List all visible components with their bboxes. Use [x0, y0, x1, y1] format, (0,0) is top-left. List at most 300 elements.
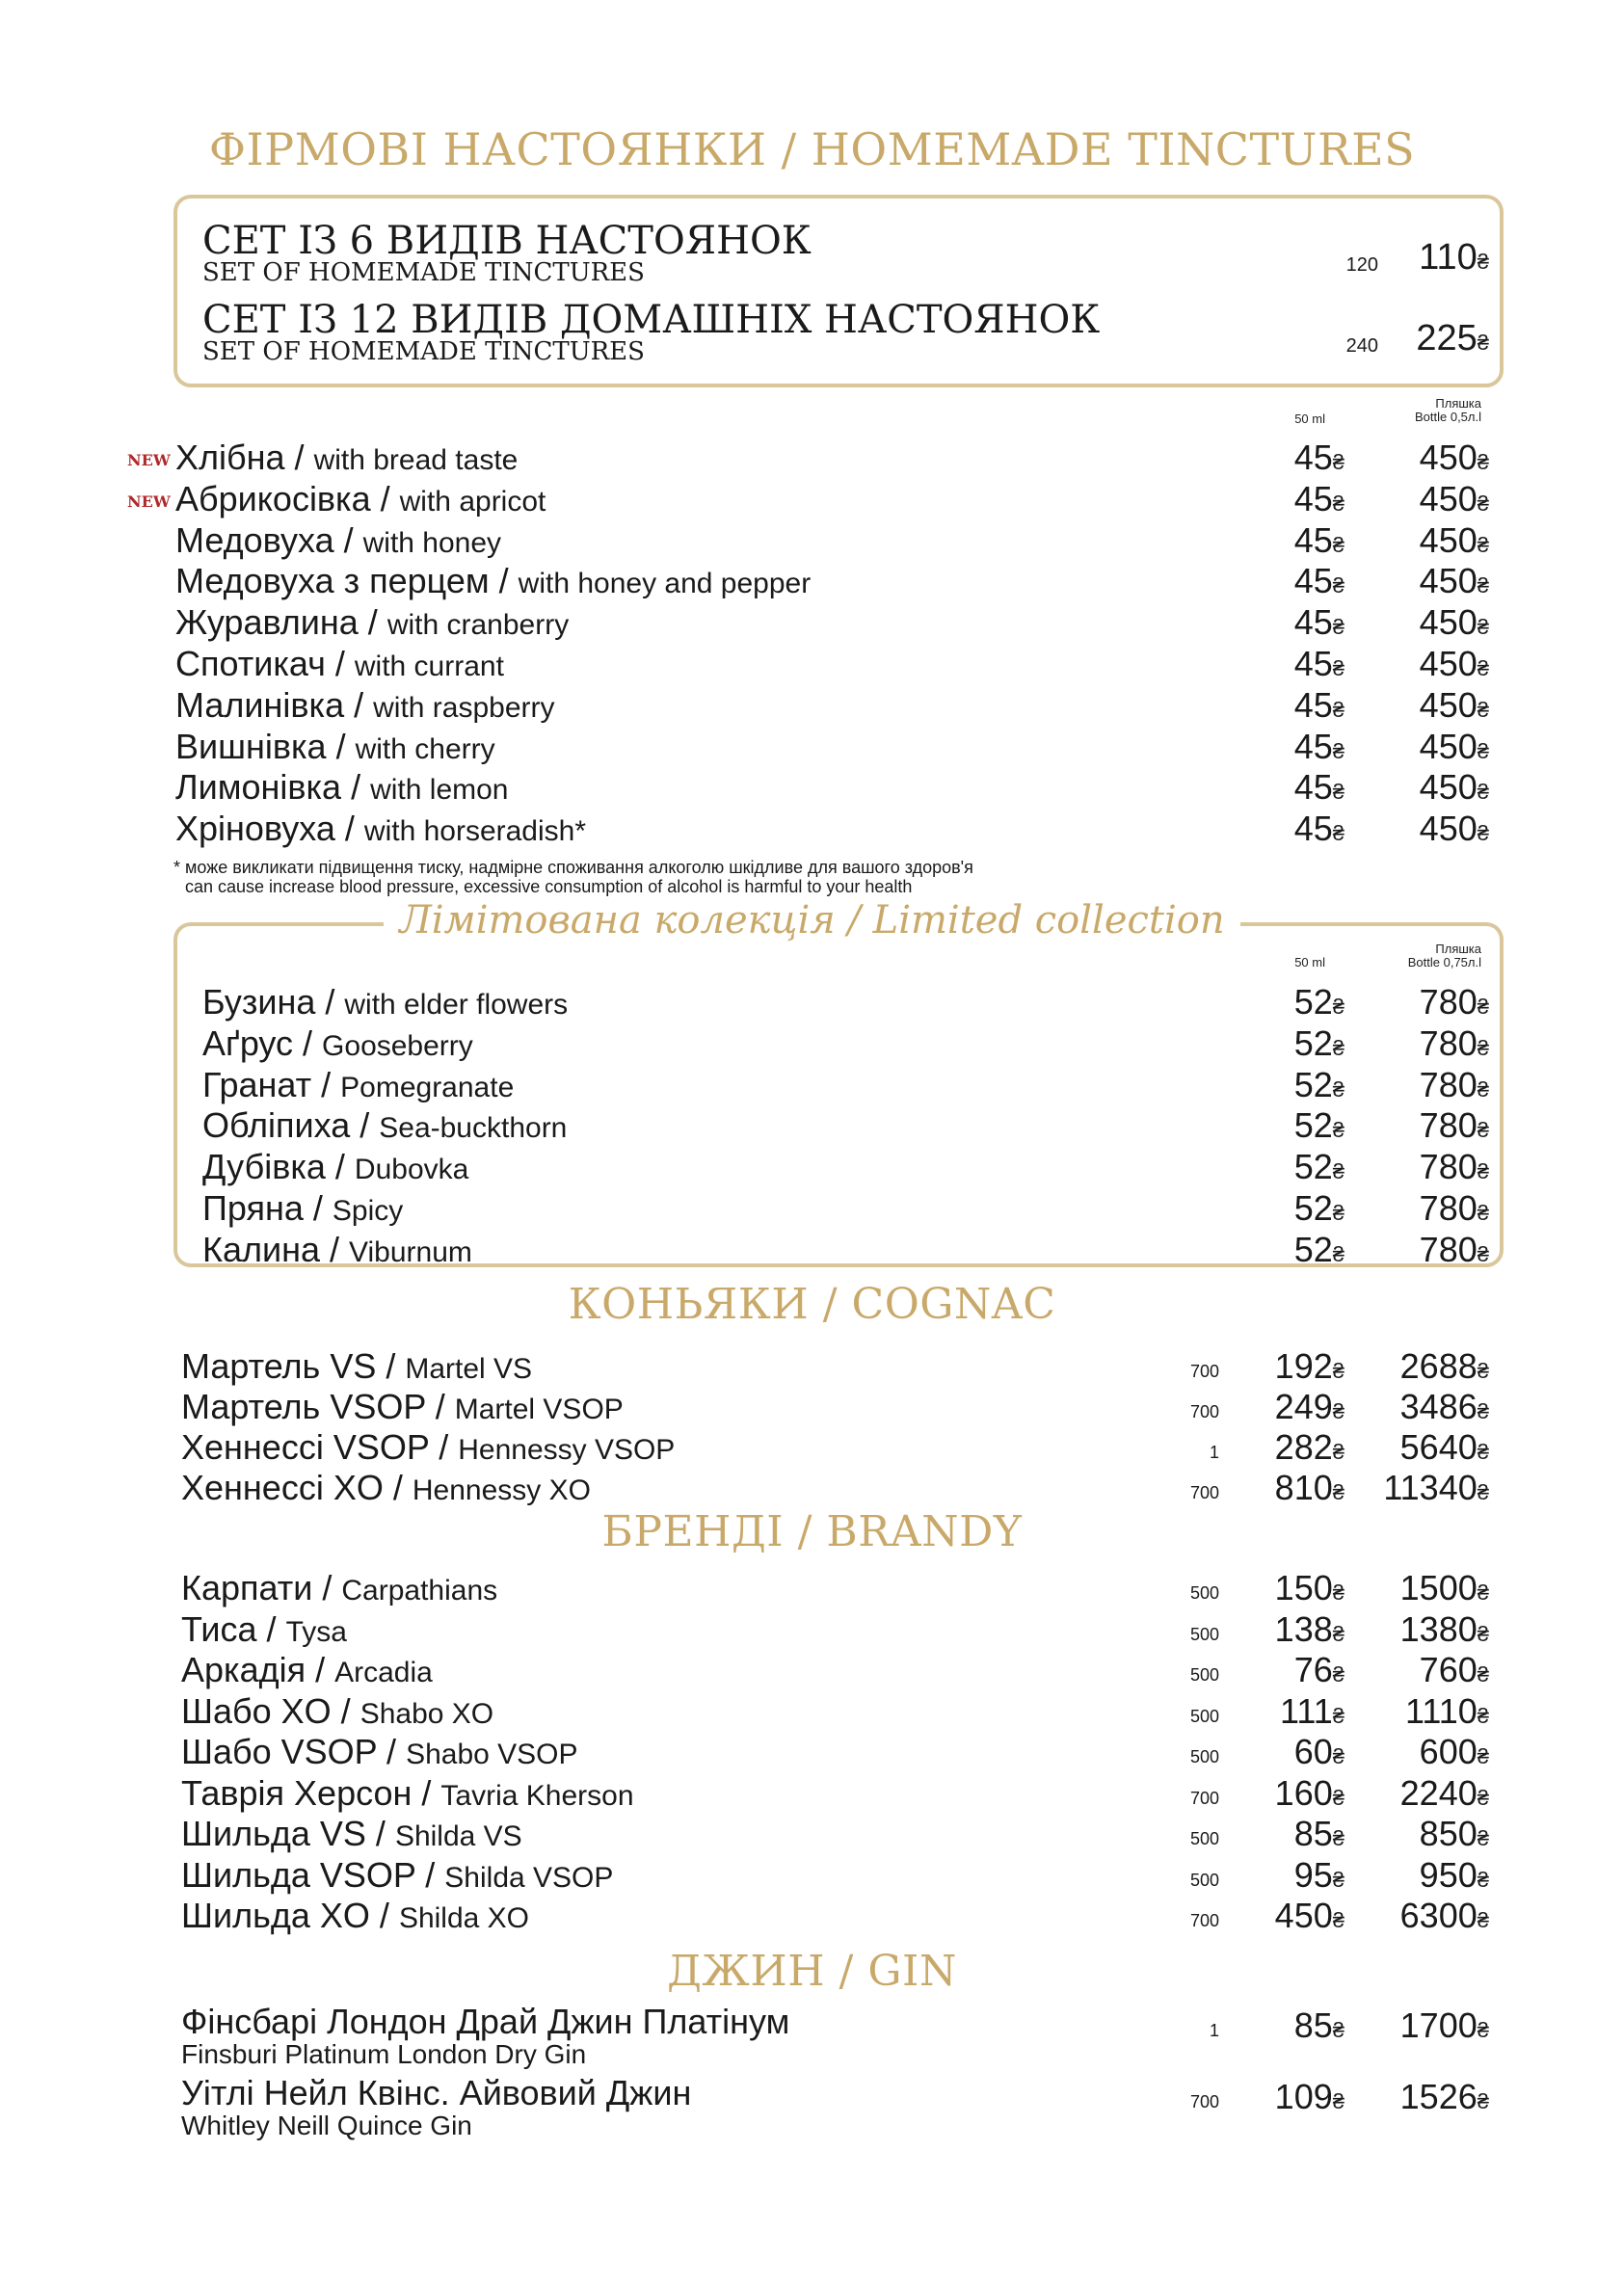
- name-separator: /: [315, 982, 345, 1022]
- menu-row: [0, 1643, 1624, 1687]
- currency-sign: ₴: [1332, 1703, 1344, 1728]
- name-separator: /: [344, 684, 374, 725]
- currency-sign: ₴: [1477, 1159, 1489, 1184]
- price-bottle: [1399, 1346, 1489, 1386]
- price-bottle: [1419, 684, 1489, 725]
- price-bottle: [1419, 1814, 1489, 1853]
- currency-sign: ₴: [1477, 1744, 1489, 1768]
- currency-sign: ₴: [1477, 821, 1489, 846]
- item-name-uk: Аркадія: [181, 1650, 306, 1689]
- menu-row: [0, 1725, 1624, 1769]
- note-en: can cause increase blood pressure, excessive consumption of alcohol is harmful to your health: [185, 877, 913, 896]
- price-value: 138: [1274, 1608, 1333, 1649]
- currency-sign: ₴: [1477, 1662, 1489, 1686]
- item-name: [175, 726, 495, 766]
- item-name-en: with lemon: [370, 774, 509, 807]
- price-value: 450: [1274, 1896, 1333, 1935]
- price-value: 249: [1274, 1387, 1333, 1426]
- item-name-uk: Спотикач: [175, 644, 326, 683]
- item-name: [181, 1896, 530, 1935]
- menu-row: [0, 1058, 1624, 1102]
- price-bottle: [1419, 478, 1489, 518]
- price-value: 52: [1293, 1229, 1333, 1269]
- new-badge: NEW: [127, 491, 171, 511]
- price-value: 45: [1293, 726, 1333, 766]
- item-name-en: with cherry: [355, 732, 495, 765]
- price-glass: [1293, 726, 1344, 766]
- currency-sign: ₴: [1477, 331, 1489, 355]
- price-value: 76: [1293, 1650, 1333, 1689]
- price-glass: [1293, 1229, 1344, 1269]
- price-bottle: [1419, 809, 1489, 849]
- price-value: 52: [1293, 1105, 1333, 1146]
- currency-sign: ₴: [1332, 1867, 1344, 1892]
- name-separator: /: [415, 1854, 445, 1895]
- item-name: [175, 561, 812, 601]
- item-volume: 1: [1209, 1443, 1219, 1462]
- item-name-uk: Хріновуха: [175, 809, 335, 849]
- price-bottle: [1419, 726, 1489, 766]
- column-head-bottle-uk: Пляшка: [1435, 942, 1481, 956]
- currency-sign: ₴: [1332, 1359, 1344, 1383]
- item-name-en: Shilda VSOP: [444, 1861, 614, 1894]
- price-glass: [1293, 1732, 1344, 1771]
- price-value: 5640: [1399, 1427, 1478, 1467]
- item-name-uk: Фінсбарі Лондон Драй Джин Платінум: [181, 2002, 790, 2041]
- currency-sign: ₴: [1477, 1621, 1489, 1646]
- item-name-uk: Уітлі Нейл Квінс. Айвовий Джин: [181, 2073, 692, 2112]
- price-value: 6300: [1399, 1896, 1478, 1935]
- name-separator: /: [312, 1568, 342, 1607]
- item-name: [202, 1064, 515, 1104]
- price-value: 780: [1419, 1105, 1478, 1146]
- item-volume: 700: [1189, 1402, 1219, 1421]
- item-name-uk: Шильда VSOP: [181, 1854, 416, 1895]
- name-separator: /: [325, 644, 355, 683]
- item-name-en: Spicy: [332, 1195, 404, 1227]
- price-bottle: [1399, 1568, 1489, 1607]
- name-separator: /: [341, 767, 371, 808]
- price-value: 450: [1419, 478, 1478, 518]
- menu-row: [0, 1807, 1624, 1851]
- price-glass: [1274, 1896, 1344, 1935]
- currency-sign: ₴: [1332, 1399, 1344, 1423]
- price-value: 3486: [1399, 1387, 1478, 1426]
- price-bottle: [1419, 1147, 1489, 1187]
- price-glass: [1293, 1650, 1344, 1689]
- name-separator: /: [369, 1896, 399, 1935]
- item-name: [181, 1690, 494, 1731]
- item-name: [181, 1854, 614, 1895]
- menu-row: [0, 1223, 1624, 1267]
- currency-sign: ₴: [1477, 697, 1489, 722]
- item-name-uk: Шильда VS: [181, 1814, 366, 1853]
- currency-sign: ₴: [1477, 1785, 1489, 1810]
- item-volume: 500: [1189, 1583, 1219, 1603]
- item-volume: 500: [1189, 1665, 1219, 1685]
- column-head-50ml: 50 ml: [1294, 955, 1325, 969]
- currency-sign: ₴: [1477, 1908, 1489, 1932]
- menu-row: [0, 472, 1624, 517]
- price-bottle: [1399, 2077, 1489, 2116]
- item-name-en: Shilda XO: [398, 1902, 530, 1934]
- price-value: 111: [1280, 1690, 1333, 1731]
- price-glass: [1274, 1427, 1344, 1467]
- item-name-en: Gooseberry: [322, 1029, 473, 1062]
- column-head-bottle: [1415, 397, 1481, 424]
- name-separator: /: [376, 1346, 406, 1386]
- menu-row: [0, 554, 1624, 601]
- menu-row: [0, 720, 1624, 764]
- price-bottle: [1419, 1022, 1489, 1063]
- price-value: 60: [1293, 1732, 1333, 1771]
- currency-sign: ₴: [1332, 995, 1344, 1019]
- menu-row: [0, 2070, 1624, 2114]
- currency-sign: ₴: [1477, 1480, 1489, 1504]
- item-volume: 700: [1189, 1362, 1219, 1381]
- price-value: 2240: [1399, 1772, 1478, 1813]
- item-name-en: Martel VS: [405, 1353, 533, 1385]
- item-name-uk: Дубівка: [202, 1147, 326, 1187]
- price-glass: [1274, 1468, 1344, 1507]
- menu-row: [0, 1380, 1624, 1424]
- set-name-en: SET OF HOMEMADE TINCTURES: [202, 258, 645, 287]
- currency-sign: ₴: [1332, 821, 1344, 846]
- brandy-title: БРЕНДІ / BRANDY: [601, 1507, 1023, 1556]
- item-name-uk: Бузина: [202, 982, 316, 1022]
- name-separator: /: [350, 1105, 380, 1146]
- item-name: [202, 1188, 404, 1228]
- set-name-uk: СЕТ ІЗ 12 ВИДІВ ДОМАШНІХ НАСТОЯНОК: [202, 298, 1101, 342]
- currency-sign: ₴: [1477, 1867, 1489, 1892]
- price-bottle: [1419, 767, 1489, 808]
- name-separator: /: [311, 1064, 341, 1104]
- item-name: [202, 982, 569, 1022]
- price-bottle: [1419, 1229, 1489, 1269]
- price-bottle: [1399, 1387, 1489, 1426]
- item-volume: 700: [1189, 1788, 1219, 1808]
- item-volume: 500: [1189, 1747, 1219, 1766]
- currency-sign: ₴: [1332, 1744, 1344, 1768]
- column-head-bottle-uk: Пляшка: [1435, 396, 1481, 411]
- price-value: 52: [1293, 1147, 1333, 1187]
- currency-sign: ₴: [1332, 697, 1344, 722]
- price-glass: [1293, 478, 1344, 518]
- item-name-en: Martel VSOP: [454, 1394, 624, 1425]
- new-badge: NEW: [127, 451, 171, 469]
- price-value: 52: [1293, 1064, 1333, 1104]
- price-value: 780: [1419, 982, 1478, 1022]
- currency-sign: ₴: [1477, 738, 1489, 763]
- item-name-uk: Шильда XO: [181, 1896, 370, 1935]
- note-uk: * може викликати підвищення тиску, надмірне споживання алкоголю шкідливе для вашого здоров'я: [173, 858, 973, 877]
- currency-sign: ₴: [1332, 656, 1344, 680]
- item-name-en: Sea-buckthorn: [379, 1112, 568, 1145]
- item-name-uk: Гранат: [202, 1064, 312, 1104]
- item-volume: 700: [1189, 2092, 1219, 2111]
- price-glass: [1293, 1064, 1344, 1104]
- set-name-uk: СЕТ ІЗ 6 ВИДІВ НАСТОЯНОК: [202, 219, 812, 263]
- price-value: 45: [1293, 438, 1333, 477]
- price-value: 11340: [1383, 1468, 1478, 1507]
- name-separator: /: [370, 478, 400, 518]
- price-value: 450: [1419, 602, 1478, 643]
- currency-sign: ₴: [1332, 2089, 1344, 2113]
- currency-sign: ₴: [1332, 1241, 1344, 1266]
- item-name-uk: Малинівка: [175, 684, 345, 725]
- currency-sign: ₴: [1477, 250, 1489, 274]
- price-value: 450: [1419, 767, 1478, 808]
- item-name-uk: Тиса: [181, 1608, 257, 1649]
- item-name-uk: Шабо XO: [181, 1690, 332, 1731]
- price-value: 450: [1419, 438, 1478, 477]
- currency-sign: ₴: [1332, 532, 1344, 557]
- price-glass: [1293, 1022, 1344, 1063]
- price-glass: [1280, 1690, 1344, 1731]
- item-name-uk: Мартель VSOP: [181, 1387, 426, 1426]
- price-value: 1110: [1405, 1690, 1478, 1731]
- price-bottle: [1419, 1650, 1489, 1689]
- price-value: 450: [1419, 519, 1478, 560]
- name-separator: /: [334, 809, 364, 849]
- item-name-en: Hennessy VSOP: [458, 1434, 676, 1466]
- price-value: 45: [1293, 519, 1333, 560]
- currency-sign: ₴: [1477, 995, 1489, 1019]
- item-name-uk: Вишнівка: [175, 726, 327, 766]
- menu-row: [0, 1340, 1624, 1384]
- price-value: 850: [1419, 1814, 1478, 1853]
- item-name: [175, 767, 509, 808]
- price-value: 780: [1419, 1022, 1478, 1063]
- currency-sign: ₴: [1477, 1241, 1489, 1266]
- item-name: [181, 1427, 676, 1467]
- price-bottle: [1419, 561, 1489, 601]
- menu-row: [0, 1848, 1624, 1893]
- item-name-uk: Журавлина: [175, 602, 359, 643]
- price-value: 109: [1274, 2077, 1333, 2116]
- gin-title: ДЖИН / GIN: [667, 1947, 957, 1996]
- menu-row: [0, 1561, 1624, 1606]
- column-head-50ml: 50 ml: [1294, 412, 1325, 426]
- price-value: 1700: [1399, 2005, 1478, 2045]
- price-bottle: [1399, 1608, 1489, 1649]
- item-name-uk: Медовуха з перцем: [175, 561, 490, 601]
- item-name-en: with cranberry: [386, 609, 570, 642]
- price-value: 45: [1293, 809, 1333, 849]
- item-name: [175, 440, 518, 475]
- menu-row: [0, 678, 1624, 723]
- price-value: 450: [1419, 644, 1478, 683]
- item-volume: 700: [1189, 1483, 1219, 1502]
- currency-sign: ₴: [1477, 1201, 1489, 1225]
- price-value: 45: [1293, 644, 1333, 683]
- currency-sign: ₴: [1477, 780, 1489, 805]
- item-name: [202, 1105, 568, 1146]
- health-note: [173, 858, 973, 896]
- currency-sign: ₴: [1332, 1118, 1344, 1143]
- currency-sign: ₴: [1477, 1076, 1489, 1102]
- item-name: [175, 644, 504, 683]
- currency-sign: ₴: [1477, 1035, 1489, 1060]
- price-glass: [1293, 1147, 1344, 1187]
- name-separator: /: [383, 1468, 413, 1507]
- set-volume: 120: [1345, 254, 1378, 276]
- price-value: 110: [1419, 237, 1478, 278]
- price-bottle: [1420, 440, 1489, 475]
- price-glass: [1293, 644, 1344, 683]
- currency-sign: ₴: [1332, 1159, 1344, 1184]
- name-separator: /: [326, 726, 356, 766]
- name-separator: /: [365, 1814, 395, 1853]
- item-name: [181, 1650, 433, 1689]
- price-glass: [1293, 1105, 1344, 1146]
- item-name-uk: Таврія Херсон: [181, 1772, 413, 1813]
- item-name: [202, 1229, 472, 1269]
- price-value: 1500: [1399, 1568, 1478, 1607]
- item-name-en: Tysa: [285, 1615, 347, 1648]
- price-glass: [1293, 2005, 1344, 2045]
- limited-title-text: Лімітована колекція / Limited collection: [384, 898, 1239, 943]
- price-glass: [1293, 982, 1344, 1022]
- currency-sign: ₴: [1477, 656, 1489, 680]
- item-name: [181, 1732, 578, 1771]
- item-name-uk: Карпати: [181, 1568, 313, 1607]
- item-name-en: Shabo XO: [359, 1697, 494, 1730]
- price-bottle: [1419, 1105, 1489, 1146]
- currency-sign: ₴: [1477, 1118, 1489, 1143]
- price-value: 85: [1293, 1814, 1333, 1853]
- name-separator: /: [412, 1772, 441, 1813]
- item-name-en: with horseradish*: [363, 815, 587, 848]
- price-value: 1380: [1399, 1608, 1478, 1649]
- currency-sign: ₴: [1477, 450, 1489, 474]
- price-bottle: [1419, 1188, 1489, 1228]
- item-name-en: Hennessy XO: [412, 1474, 591, 1506]
- item-name-en: Finsburi Platinum London Dry Gin: [181, 2039, 587, 2069]
- tinctures-title: ФІРМОВІ НАСТОЯНКИ / HOMEMADE TINCTURES: [208, 123, 1416, 175]
- item-name-uk: Шабо VSOP: [181, 1732, 378, 1771]
- price-value: 450: [1419, 561, 1478, 601]
- item-name: [181, 1346, 533, 1386]
- item-name-en: Tavria Kherson: [440, 1779, 634, 1812]
- column-head-bottle-en: Bottle 0,5л.l: [1414, 410, 1481, 424]
- item-name: [175, 684, 555, 725]
- price-value: 45: [1293, 684, 1333, 725]
- name-separator: /: [303, 1188, 333, 1228]
- price-glass: [1274, 1346, 1344, 1386]
- price-glass: [1293, 1854, 1344, 1895]
- price-glass: [1274, 1568, 1344, 1607]
- price-bottle: [1419, 1732, 1489, 1771]
- item-name-uk: Лимонівка: [175, 767, 342, 808]
- price-glass: [1293, 684, 1344, 725]
- item-name-uk: Обліпиха: [202, 1105, 351, 1146]
- item-volume: 500: [1189, 1829, 1219, 1848]
- set-volume: 240: [1345, 335, 1378, 357]
- price-bottle: [1399, 2005, 1489, 2045]
- currency-sign: ₴: [1477, 491, 1489, 516]
- item-volume: 700: [1189, 1911, 1219, 1930]
- item-name-uk: Аґрус: [202, 1022, 294, 1063]
- menu-row: [0, 1766, 1624, 1811]
- item-name-en: with elder flowers: [344, 989, 569, 1021]
- name-separator: /: [331, 1690, 360, 1731]
- column-head-bottle-en: Bottle 0,75л.l: [1407, 955, 1481, 969]
- name-separator: /: [284, 438, 314, 477]
- name-separator: /: [377, 1732, 407, 1771]
- currency-sign: ₴: [1332, 1621, 1344, 1646]
- price-value: 780: [1419, 1064, 1478, 1104]
- item-name-en: Arcadia: [334, 1657, 433, 1688]
- currency-sign: ₴: [1332, 450, 1344, 474]
- price-value: 760: [1419, 1650, 1478, 1689]
- item-volume: 500: [1189, 1624, 1219, 1644]
- currency-sign: ₴: [1477, 573, 1489, 598]
- item-name: [175, 519, 502, 560]
- price-value: 282: [1274, 1427, 1333, 1467]
- currency-sign: ₴: [1477, 615, 1489, 640]
- price-value: 160: [1274, 1772, 1333, 1813]
- item-name-uk: Мартель VS: [181, 1346, 377, 1386]
- menu-row: [0, 802, 1624, 849]
- price-value: 780: [1419, 1147, 1478, 1187]
- currency-sign: ₴: [1477, 1440, 1489, 1464]
- menu-row: [0, 514, 1624, 558]
- price-value: 150: [1274, 1568, 1333, 1607]
- currency-sign: ₴: [1477, 1399, 1489, 1423]
- price-glass: [1274, 2077, 1344, 2116]
- menu-row: [0, 1140, 1624, 1187]
- price-bottle: [1399, 1427, 1489, 1467]
- item-name-en: Carpathians: [341, 1575, 498, 1607]
- currency-sign: ₴: [1477, 1703, 1489, 1728]
- name-separator: /: [320, 1229, 350, 1269]
- column-head-bottle: [1408, 943, 1481, 969]
- price-bottle: [1419, 1064, 1489, 1104]
- menu-row: [0, 637, 1624, 681]
- name-separator: /: [429, 1427, 459, 1467]
- price-value: 2688: [1399, 1346, 1478, 1386]
- item-name: [181, 1814, 522, 1853]
- price-glass: [1293, 1814, 1344, 1853]
- price-glass: [1293, 1188, 1344, 1228]
- price-bottle: [1419, 602, 1489, 643]
- price-value: 780: [1419, 1188, 1478, 1228]
- item-name-en: Whitley Neill Quince Gin: [181, 2111, 472, 2140]
- price-value: 192: [1274, 1346, 1333, 1386]
- price-value: 45: [1293, 478, 1333, 518]
- price-bottle: [1419, 1854, 1489, 1895]
- price-value: 95: [1293, 1854, 1333, 1895]
- currency-sign: ₴: [1332, 1440, 1344, 1464]
- price-glass: [1274, 1772, 1344, 1813]
- currency-sign: ₴: [1332, 1580, 1344, 1605]
- limited-title: [0, 898, 1624, 943]
- menu-row: [0, 1421, 1624, 1465]
- menu-row: [0, 1999, 1624, 2043]
- item-name-uk: Калина: [202, 1229, 321, 1269]
- name-separator: /: [256, 1608, 286, 1649]
- price-glass: [1274, 1387, 1344, 1426]
- menu-row: [0, 1017, 1624, 1061]
- item-name-en: with raspberry: [373, 691, 555, 724]
- menu-row: [0, 1182, 1624, 1226]
- item-name: [181, 1468, 591, 1507]
- price-bottle: [1419, 519, 1489, 560]
- price-glass: [1294, 440, 1344, 475]
- item-name: [181, 1772, 634, 1813]
- menu-row: [0, 975, 1624, 1020]
